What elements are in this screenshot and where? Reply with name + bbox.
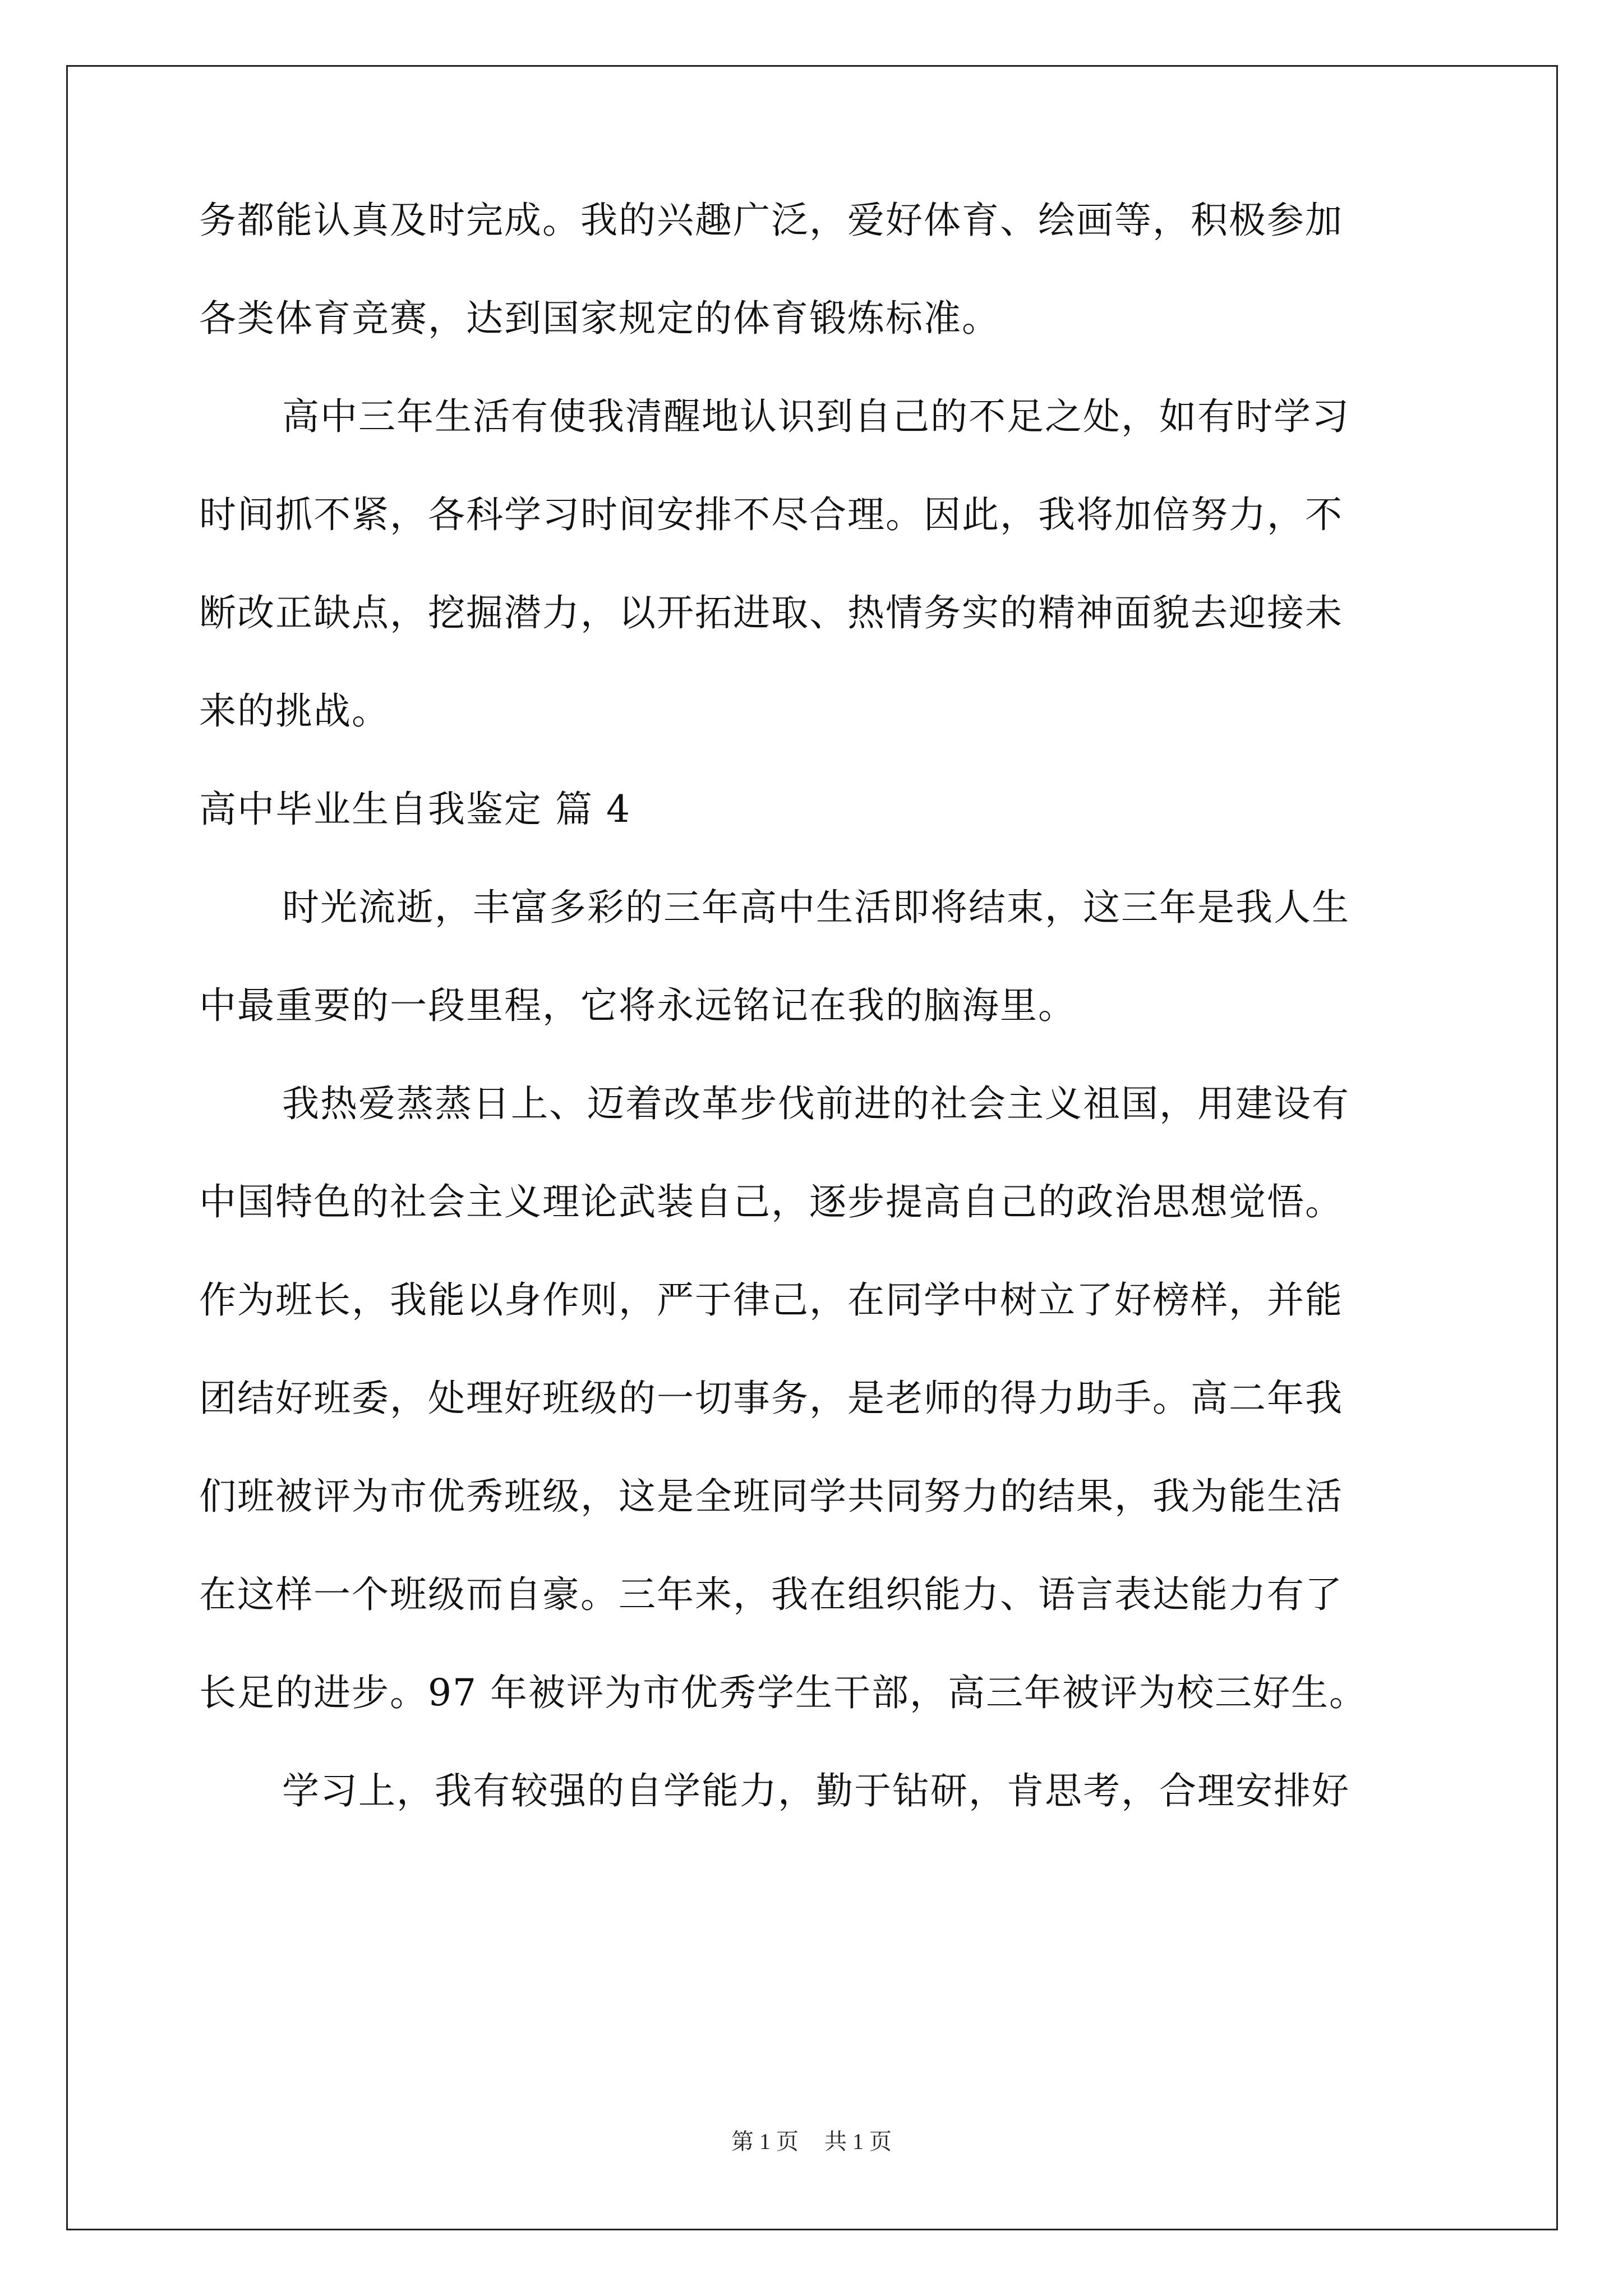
page-footer <box>0 2131 1623 2153</box>
paragraph-start: 我热爱蒸蒸日上、迈着改革步伐前进的社会主义祖国，用建设有 <box>282 1082 1350 1125</box>
paragraph-start: 时光流逝，丰富多彩的三年高中生活即将结束，这三年是我人生 <box>282 886 1350 929</box>
page-total: 共 1 页 <box>824 2129 892 2154</box>
text-line: 中最重要的一段里程，它将永远铭记在我的脑海里。 <box>199 984 1076 1027</box>
text-line: 务都能认真及时完成。我的兴趣广泛，爱好体育、绘画等，积极参加 <box>199 199 1343 242</box>
text-line: 断改正缺点，挖掘潜力，以开拓进取、热情务实的精神面貌去迎接未 <box>199 591 1343 634</box>
text-line: 来的挑战。 <box>199 689 390 733</box>
text-line: 时间抓不紧，各科学习时间安排不尽合理。因此，我将加倍努力，不 <box>199 493 1343 536</box>
text-line: 作为班长，我能以身作则，严于律己，在同学中树立了好榜样，并能 <box>199 1278 1343 1322</box>
paragraph-start: 学习上，我有较强的自学能力，勤于钻研，肯思考，合理安排好 <box>282 1769 1350 1812</box>
text-line: 长足的进步。97 年被评为市优秀学生干部，高三年被评为校三好生。 <box>199 1671 1367 1714</box>
section-heading: 高中毕业生自我鉴定 篇 4 <box>199 788 631 831</box>
document-body <box>199 199 1447 1871</box>
text-line: 团结好班委，处理好班级的一切事务，是老师的得力助手。高二年我 <box>199 1377 1343 1420</box>
paragraph-start: 高中三年生活有使我清醒地认识到自己的不足之处，如有时学习 <box>282 395 1350 438</box>
text-line: 各类体育竞赛，达到国家规定的体育锻炼标准。 <box>199 297 1000 340</box>
text-line: 中国特色的社会主义理论武装自己，逐步提高自己的政治思想觉悟。 <box>199 1180 1343 1223</box>
text-line: 们班被评为市优秀班级，这是全班同学共同努力的结果，我为能生活 <box>199 1475 1343 1518</box>
page-number: 第 1 页 <box>731 2129 799 2154</box>
text-line: 在这样一个班级而自豪。三年来，我在组织能力、语言表达能力有了 <box>199 1573 1343 1616</box>
